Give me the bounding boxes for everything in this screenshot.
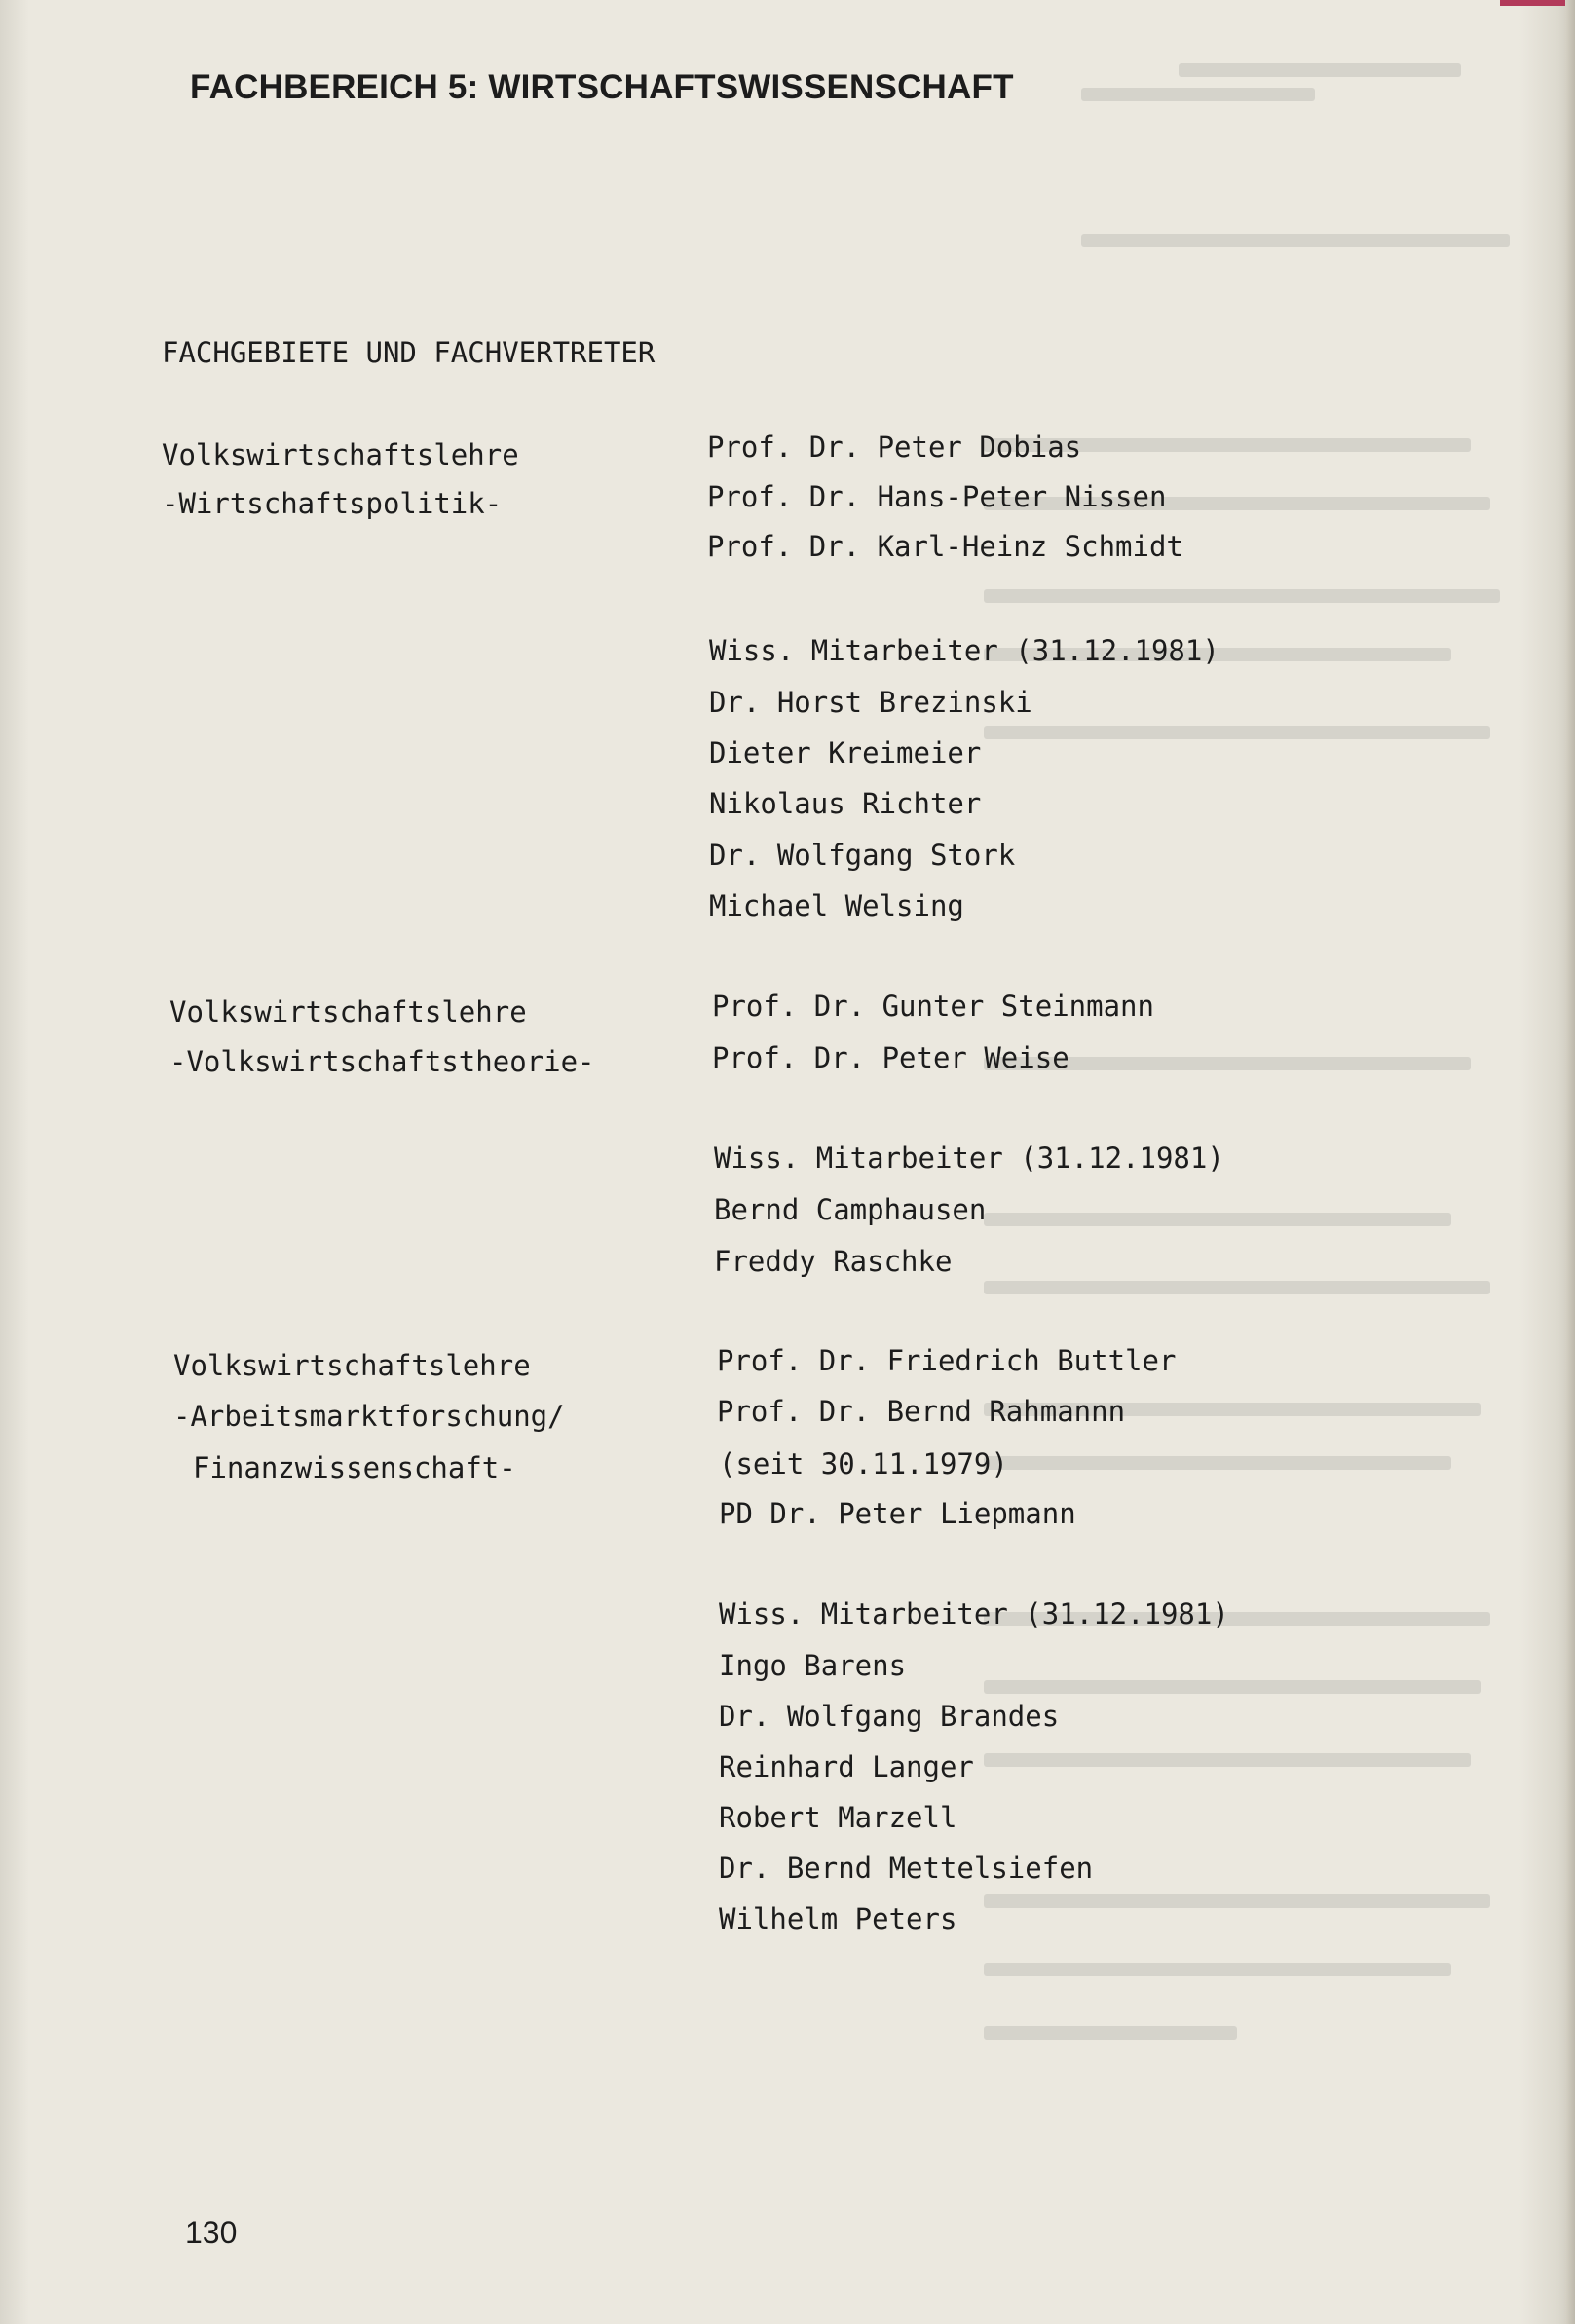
staff-name: Michael Welsing — [709, 889, 964, 922]
page-top-edge — [1500, 0, 1575, 6]
staff-name: Dr. Wolfgang Stork — [709, 839, 1016, 872]
section-title: FACHGEBIETE UND FACHVERTRETER — [162, 336, 656, 369]
subject-line: Volkswirtschaftslehre — [162, 438, 519, 471]
professor-name: Prof. Dr. Gunter Steinmann — [712, 990, 1154, 1023]
staff-name: Wilhelm Peters — [719, 1902, 957, 1935]
staff-name: Reinhard Langer — [719, 1750, 974, 1783]
staff-name: Dr. Wolfgang Brandes — [719, 1700, 1060, 1733]
subject-line: -Wirtschaftspolitik- — [162, 487, 503, 520]
professor-name: PD Dr. Peter Liepmann — [719, 1497, 1076, 1530]
staff-name: Ingo Barens — [719, 1649, 907, 1682]
subject-line: -Volkswirtschaftstheorie- — [169, 1045, 595, 1078]
staff-name: Dr. Bernd Mettelsiefen — [719, 1852, 1094, 1885]
staff-header: Wiss. Mitarbeiter (31.12.1981) — [709, 634, 1219, 667]
professor-name: Prof. Dr. Hans-Peter Nissen — [707, 480, 1167, 513]
page-right-edge — [1565, 0, 1575, 2324]
appointment-note: (seit 30.11.1979) — [719, 1447, 1008, 1481]
staff-name: Nikolaus Richter — [709, 787, 982, 820]
professor-name: Prof. Dr. Karl-Heinz Schmidt — [707, 530, 1183, 563]
professor-name: Prof. Dr. Peter Dobias — [707, 431, 1082, 464]
faculty-heading: FACHBEREICH 5: WIRTSCHAFTSWISSENSCHAFT — [190, 68, 1014, 106]
staff-name: Freddy Raschke — [714, 1245, 953, 1278]
staff-header: Wiss. Mitarbeiter (31.12.1981) — [719, 1597, 1229, 1631]
staff-name: Dieter Kreimeier — [709, 736, 982, 769]
staff-header: Wiss. Mitarbeiter (31.12.1981) — [714, 1142, 1224, 1175]
subject-line: -Arbeitsmarktforschung/ — [173, 1400, 565, 1433]
subject-line: Volkswirtschaftslehre — [173, 1349, 531, 1382]
staff-name: Dr. Horst Brezinski — [709, 686, 1032, 719]
subject-line: Finanzwissenschaft- — [193, 1451, 516, 1484]
professor-name: Prof. Dr. Bernd Rahmannn — [717, 1395, 1126, 1428]
page-number: 130 — [185, 2215, 238, 2250]
staff-name: Robert Marzell — [719, 1801, 957, 1834]
professor-name: Prof. Dr. Peter Weise — [712, 1041, 1069, 1074]
professor-name: Prof. Dr. Friedrich Buttler — [717, 1344, 1177, 1377]
staff-name: Bernd Camphausen — [714, 1193, 987, 1226]
subject-line: Volkswirtschaftslehre — [169, 995, 527, 1029]
